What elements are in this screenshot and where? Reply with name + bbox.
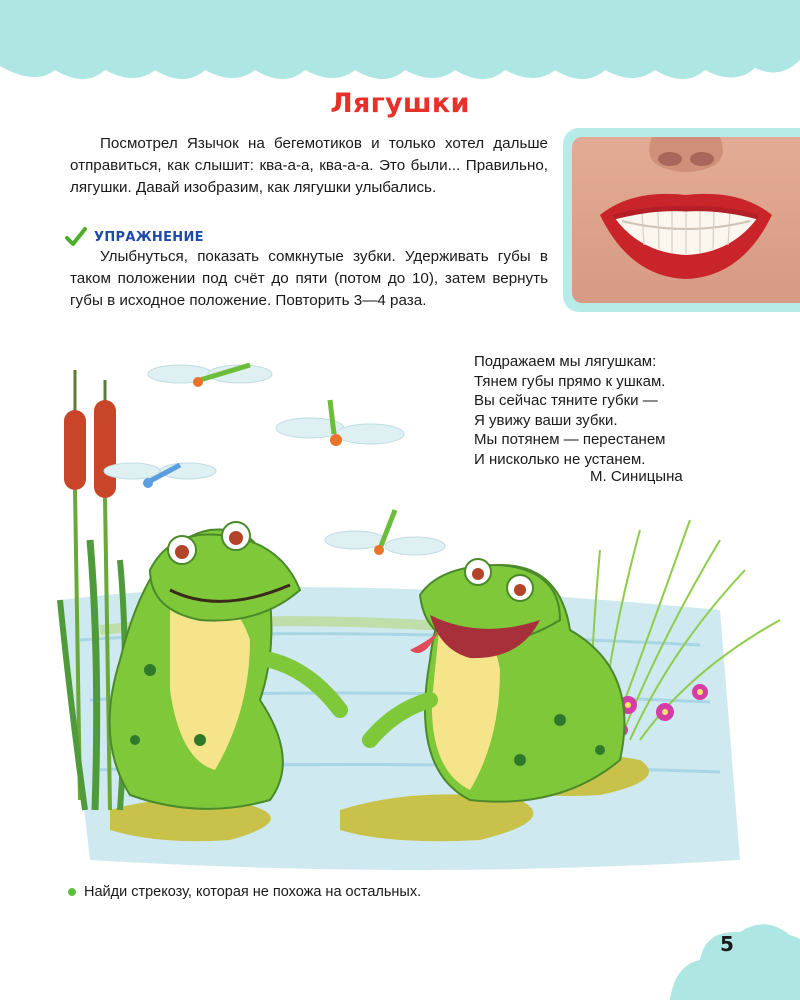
task-line (68, 884, 421, 900)
intro-paragraph: Посмотрел Язычок на бегемотиков и только хотел дальше отправиться, как слышит: ква-а-а, ква-а-а. Это были... Правильно, лягушки. Давай изобразим, как лягушки улыбались. (70, 135, 548, 196)
smile-photo (572, 137, 800, 303)
poem-line: Вы сейчас тяните губки — (474, 392, 658, 410)
header-cloud-band (0, 0, 800, 90)
task-text: Найди стрекозу, которая не похожа на остальных. (84, 884, 422, 900)
poem-line: Я увижу ваши зубки. (474, 411, 618, 429)
poem-line: Мы потянем — перестанем (474, 431, 666, 449)
smile-photo-frame (563, 128, 800, 312)
exercise-label: УПРАЖНЕНИЕ (94, 229, 204, 245)
frogs-illustration[interactable] (0, 340, 800, 885)
poem-line: Подражаем мы лягушкам: (474, 353, 657, 370)
exercise-instructions: Улыбнуться, показать сомкнутые зубки. Удерживать губы в таком положении под счёт до пяти (потом до 10), затем вернуть губы в исходное положение. Повторить 3—4 раза. (70, 248, 548, 309)
page-number: 5 (720, 932, 734, 956)
bullet-dot-icon (68, 888, 76, 896)
dragonflies (104, 365, 445, 555)
poem-line: И нисколько не устанем. (474, 450, 646, 468)
poem-line: Тянем губы прямо к ушкам. (474, 372, 666, 390)
poem-author: М. Синицына (590, 468, 683, 485)
page-title: Лягушки (330, 88, 470, 119)
